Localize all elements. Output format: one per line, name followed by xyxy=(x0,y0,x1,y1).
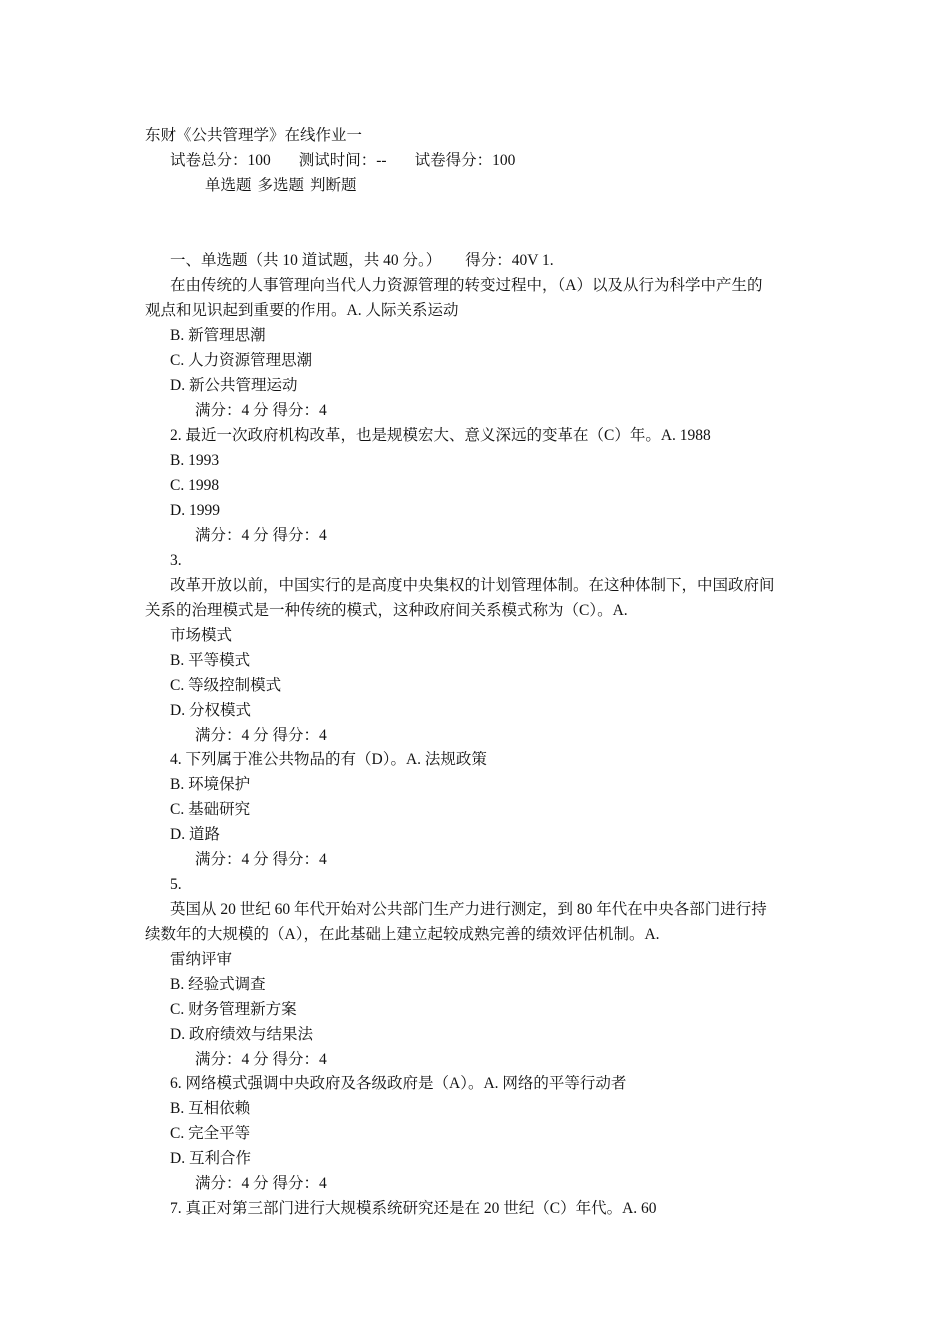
option-item: B. 环境保护 xyxy=(170,776,251,793)
option-item: B. 新管理思潮 xyxy=(170,327,266,344)
question-score: 满分：4 分 得分：4 xyxy=(195,1051,327,1068)
document-title: 东财《公共管理学》在线作业一 xyxy=(145,127,363,144)
section-score: 得分：40V 1. xyxy=(465,252,554,269)
question-text: 改革开放以前，中国实行的是高度中央集权的计划管理体制。在这种体制下，中国政府间 xyxy=(170,577,775,594)
option-item: C. 等级控制模式 xyxy=(170,677,282,694)
question-score: 满分：4 分 得分：4 xyxy=(195,1175,327,1192)
section-title: 一、单选题（共 10 道试题，共 40 分。） xyxy=(170,252,442,269)
question-text: 在由传统的人事管理向当代人力资源管理的转变过程中，（A）以及从行为科学中产生的 xyxy=(170,277,763,294)
option-item: D. 1999 xyxy=(170,502,220,519)
question-score: 满分：4 分 得分：4 xyxy=(195,727,327,744)
option-item: 雷纳评审 xyxy=(170,951,233,968)
question-text: 关系的治理模式是一种传统的模式，这种政府间关系模式称为（C）。A. xyxy=(145,602,628,619)
exam-info-row xyxy=(170,151,515,171)
question-score: 满分：4 分 得分：4 xyxy=(195,851,327,868)
question-text: 英国从 20 世纪 60 年代开始对公共部门生产力进行测定，到 80 年代在中央各部门进行持 xyxy=(170,901,767,918)
option-item: D. 政府绩效与结果法 xyxy=(170,1026,313,1043)
option-item: C. 基础研究 xyxy=(170,801,251,818)
question-text: 6. 网络模式强调中央政府及各级政府是（A）。A. 网络的平等行动者 xyxy=(170,1075,627,1092)
question-text: 7. 真正对第三部门进行大规模系统研究还是在 20 世纪（C）年代。A. 60 xyxy=(170,1200,657,1217)
option-item: D. 分权模式 xyxy=(170,702,251,719)
question-text: 续数年的大规模的（A），在此基础上建立起较成熟完善的绩效评估机制。A. xyxy=(145,926,660,943)
total-score-label: 试卷总分：100 xyxy=(170,152,271,169)
question-number: 5. xyxy=(170,876,182,893)
tab-single-choice[interactable]: 单选题 xyxy=(205,177,252,194)
option-item: D. 道路 xyxy=(170,826,220,843)
question-type-tabs xyxy=(205,176,357,196)
option-item: B. 互相依赖 xyxy=(170,1100,251,1117)
option-item: C. 人力资源管理思潮 xyxy=(170,352,313,369)
question-text: 4. 下列属于准公共物品的有（D）。A. 法规政策 xyxy=(170,751,487,768)
tab-multiple-choice[interactable]: 多选题 xyxy=(257,177,305,194)
option-item: C. 财务管理新方案 xyxy=(170,1001,297,1018)
tab-true-false[interactable]: 判断题 xyxy=(310,177,357,194)
option-item: B. 经验式调查 xyxy=(170,976,266,993)
option-item: 市场模式 xyxy=(170,627,233,644)
option-item: C. 完全平等 xyxy=(170,1125,251,1142)
question-score: 满分：4 分 得分：4 xyxy=(195,527,327,544)
question-text: 观点和见识起到重要的作用。A. 人际关系运动 xyxy=(145,302,459,319)
test-time-label: 测试时间：-- xyxy=(298,152,387,169)
option-item: B. 1993 xyxy=(170,452,220,469)
option-item: B. 平等模式 xyxy=(170,652,251,669)
question-text: 2. 最近一次政府机构改革，也是规模宏大、意义深远的变革在（C）年。A. 1988 xyxy=(170,427,711,444)
option-item: D. 互利合作 xyxy=(170,1150,251,1167)
option-item: D. 新公共管理运动 xyxy=(170,377,298,394)
section-heading xyxy=(170,251,554,271)
question-score: 满分：4 分 得分：4 xyxy=(195,402,327,419)
option-item: C. 1998 xyxy=(170,477,220,494)
exam-score-label: 试卷得分：100 xyxy=(414,152,516,169)
question-number: 3. xyxy=(170,552,182,569)
